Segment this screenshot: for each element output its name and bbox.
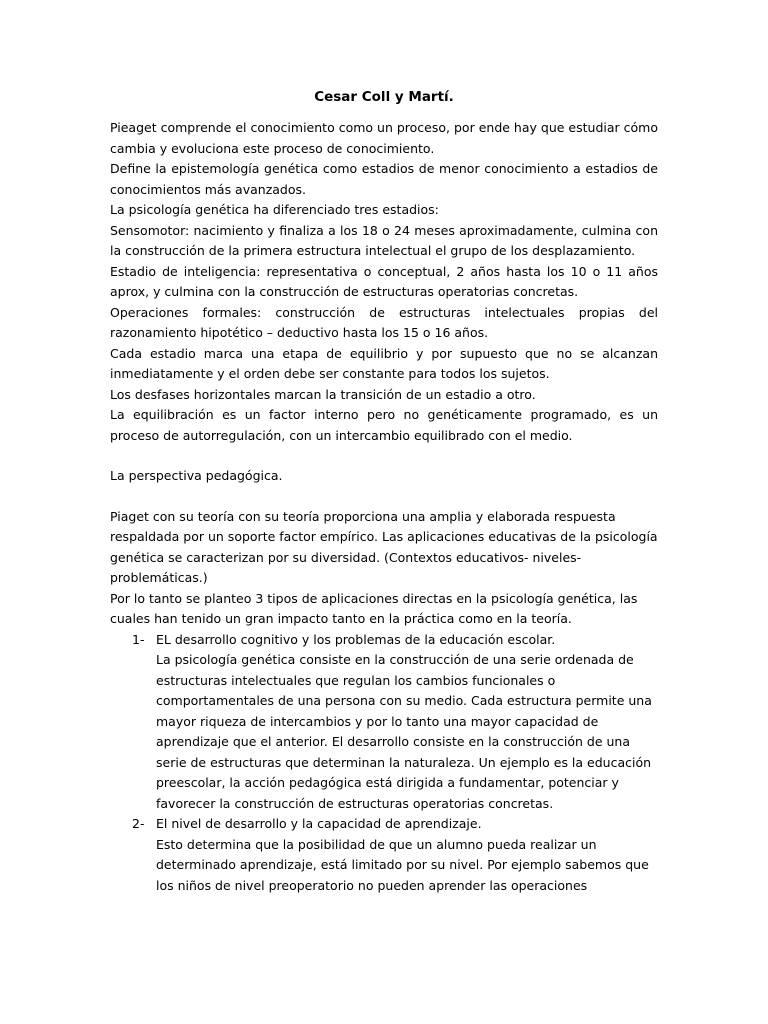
paragraph: Operaciones formales: construcción de estructuras intelectuales propias del razonamiento hipotético – deductivo hasta los 15 o 16 años. [110,304,658,340]
list-item-number: 1- [132,631,145,647]
document-page [110,86,658,896]
paragraph: Piaget con su teoría con su teoría proporciona una amplia y elaborada respuesta respaldada por un soporte factor empírico. Las aplicaciones educativas de la psicología genética se caracterizan por su diversidad. (Contextos educativos- niveles- problemáticas.) [110,508,658,585]
list-item-number: 2- [132,816,145,831]
paragraph: Cada estadio marca una etapa de equilibrio y por supuesto que no se alcanzan inmediatamente y el orden debe ser constante para todos los sujetos. [110,345,658,381]
spacer [110,487,658,507]
section-heading: La perspectiva pedagógica. [110,468,283,483]
paragraph: Pieaget comprende el conocimiento como un proceso, por ende hay que estudiar cómo cambia y evoluciona este proceso de conocimiento. [110,120,658,156]
list-item [110,630,658,815]
paragraph: La psicología genética ha diferenciado tres estadios: [110,202,439,217]
paragraph: Por lo tanto se planteo 3 tipos de aplicaciones directas en la psicología genética, las cuales han tenido un gran impacto tanto en la práctica como en la teoría. [110,590,638,626]
spacer [110,446,658,466]
numbered-list [110,630,658,897]
list-item-heading: EL desarrollo cognitivo y los problemas de la educación escolar. [156,631,556,647]
list-item-body: La psicología genética consiste en la construcción de una serie ordenada de estructuras intelectuales que regulan los cambios funcionales o comportamentales de una persona con su medio. Cada estructura permite una mayor riqueza de intercambios y por lo tanto una mayor capacidad de aprendizaje que el anterior. El desarrollo consiste en la construcción de una serie de estructuras que determinan la naturaleza. Un ejemplo es la educación preescolar, la acción pedagógica está dirigida a fundamentar, potenciar y favorecer la construcción de estructuras operatorias concretas. [156,652,652,811]
document-title: Cesar Coll y Martí. [314,89,454,105]
paragraph: Los desfases horizontales marcan la transición de un estadio a otro. [110,386,536,402]
list-item-heading: El nivel de desarrollo y la capacidad de aprendizaje. [156,816,482,831]
paragraph: Sensomotor: nacimiento y finaliza a los 18 o 24 meses aproximadamente, culmina con la construcción de la primera estructura intelectual el grupo de los desplazamiento. [110,222,658,258]
list-item-body: Esto determina que la posibilidad de que un alumno pueda realizar un determinado aprendizaje, está limitado por su nivel. Por ejemplo sabemos que los niños de nivel preoperatorio no pueden aprender las operaciones [156,836,649,893]
paragraph: La equilibración es un factor interno pero no genéticamente programado, es un proceso de autorregulación, con un intercambio equilibrado con el medio. [110,407,658,443]
paragraph: Define la epistemología genética como estadios de menor conocimiento a estadios de conocimientos más avanzados. [110,161,658,197]
list-item [110,814,658,896]
paragraph: Estadio de inteligencia: representativa o conceptual, 2 años hasta los 10 o 11 años aprox, y culmina con la construcción de estructuras operatorias concretas. [110,263,658,299]
